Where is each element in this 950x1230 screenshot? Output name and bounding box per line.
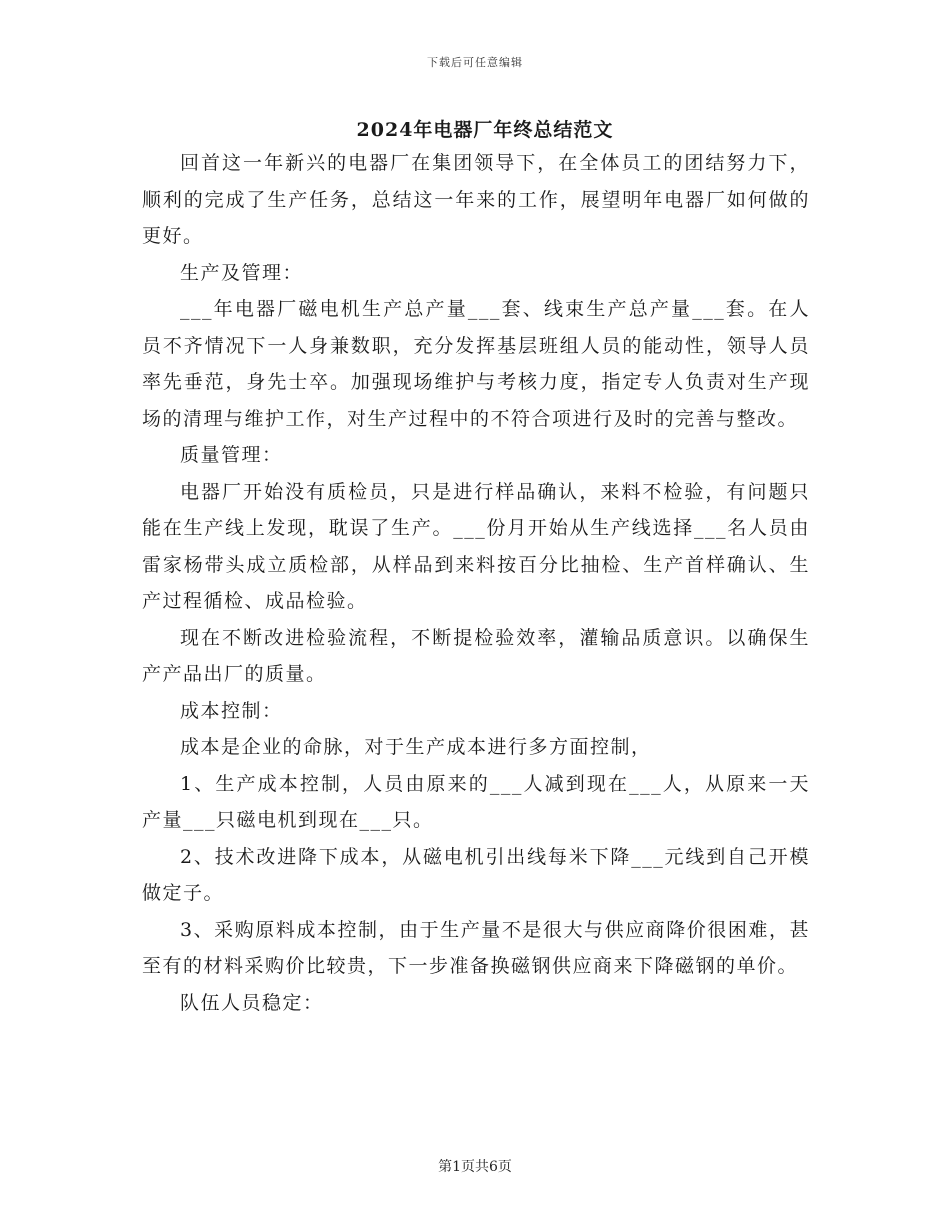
section-heading-quality: 质量管理：	[180, 444, 283, 466]
paragraph-cost-item-2: 2、技术改进降下成本，从磁电机引出线每米下降___元线到自己开模做定子。	[142, 845, 810, 904]
paragraph-quality: 电器厂开始没有质检员，只是进行样品确认，来料不检验，有问题只能在生产线上发现，耽误了生产。___份月开始从生产线选择___名人员由雷家杨带头成立质检部，从样品到来料按百分比抽检、生产首样确认、生产过程循检、成品检验。	[142, 480, 810, 612]
paragraph-cost-intro: 成本是企业的命脉，对于生产成本进行多方面控制，	[180, 736, 652, 758]
paragraph-cost-item-1: 1、生产成本控制，人员由原来的___人减到现在___人，从原来一天产量___只磁电机到现在___只。	[142, 772, 810, 831]
document-body	[142, 145, 810, 1021]
paragraph-intro: 回首这一年新兴的电器厂在集团领导下，在全体员工的团结努力下，顺利的完成了生产任务，总结这一年来的工作，展望明年电器厂如何做的更好。	[142, 152, 810, 247]
document-title: 2024年电器厂年终总结范文	[356, 119, 614, 141]
section-heading-cost: 成本控制：	[180, 699, 283, 722]
paragraph-cost-item-3: 3、采购原料成本控制，由于生产量不是很大与供应商降价很困难，甚至有的材料采购价比较贵，下一步准备换磁钢供应商来下降磁钢的单价。	[142, 918, 810, 977]
section-heading-production: 生产及管理：	[180, 261, 304, 284]
header-note: 下载后可任意编辑	[427, 56, 523, 69]
section-heading-team: 队伍人员稳定：	[180, 991, 324, 1014]
paragraph-production: ___年电器厂磁电机生产总产量___套、线束生产总产量___套。在人员不齐情况下一人身兼数职，充分发挥基层班组人员的能动性，领导人员率先垂范，身先士卒。加强现场维护与考核力度，指定专人负责对生产现场的清理与维护工作，对生产过程中的不符合项进行及时的完善与整改。	[142, 298, 810, 430]
paragraph-quality-2: 现在不断改进检验流程，不断提检验效率，灌输品质意识。以确保生产产品出厂的质量。	[142, 626, 810, 685]
page-number: 第1页共6页	[438, 1159, 512, 1175]
